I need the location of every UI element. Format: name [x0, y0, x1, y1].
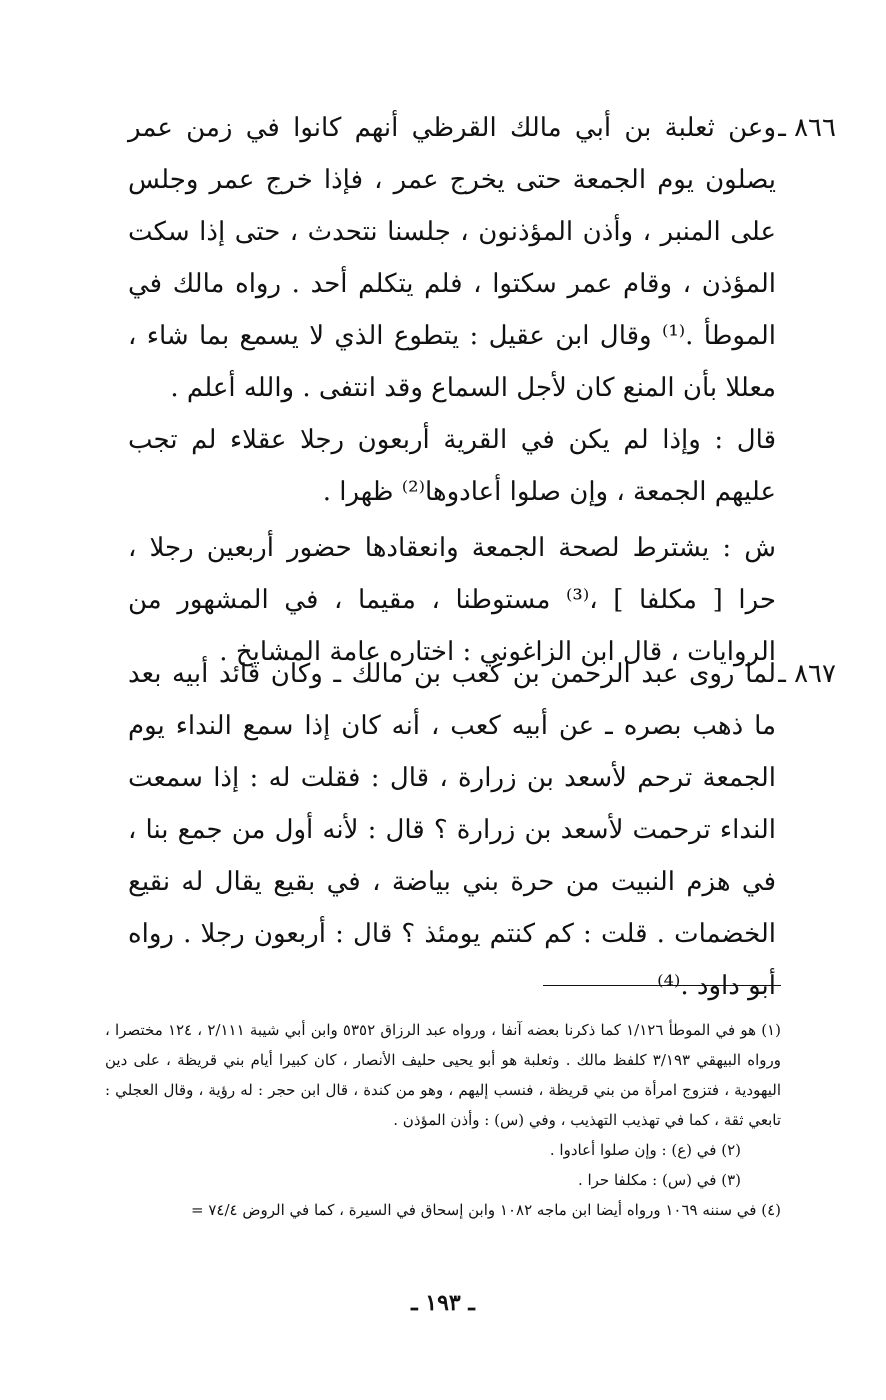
page-number: ـ ١٩٣ ـ — [411, 1290, 475, 1316]
entry-paragraph: وعن ثعلبة بن أبي مالك القرظي أنهم كانوا في زمن عمر يصلون يوم الجمعة حتى يخرج عمر ، فإذا خرج عمر وجلس على المنبر ، وأذن المؤذنون ، جلسنا نتحدث ، حتى إذا سكت المؤذن ، وقام عمر سكتوا ، فلم يتكلم أحد . رواه مالك في الموطأ .⁽¹⁾ وقال ابن عقيل : يتطوع الذي لا يسمع بما شاء ، معللا بأن المنع كان لأجل السماع وقد انتفى . والله أعلم . — [128, 113, 777, 403]
footnote: (٢) في (ع) : وإن صلوا أعادوا . — [549, 1141, 741, 1159]
entry-paragraph: قال : وإذا لم يكن في القرية أربعون رجلا عقلاء لم تجب عليهم الجمعة ، وإن صلوا أعادوها⁽²⁾ ظهرا . — [128, 425, 776, 507]
footnote: (٣) في (س) : مكلفا حرا . — [577, 1171, 741, 1189]
entry-867 — [128, 648, 836, 1012]
entry-paragraph: لما روى عبد الرحمن بن كعب بن مالك ـ وكان قائد أبيه بعد ما ذهب بصره ـ عن أبيه كعب ، أنه كان إذا سمع النداء يوم الجمعة ترحم لأسعد بن زرارة ، قال : فقلت له : إذا سمعت النداء ترحمت لأسعد بن زرارة ؟ قال : لأنه أول من جمع بنا ، في هزم النبيت من حرة بني بياضة ، في بقيع يقال له نقيع الخضمات . قلت : كم كنتم يومئذ ؟ قال : أربعون رجلا . رواه أبو داود .⁽⁴⁾ — [128, 659, 776, 1001]
footnotes — [105, 1015, 781, 1225]
entry-number: ٨٦٧ ـ — [778, 659, 836, 689]
footnote: (١) هو في الموطأ ١/١٢٦ كما ذكرنا بعضه آنفا ، ورواه عبد الرزاق ٥٣٥٢ وابن أبي شيبة ٢/١١١ ، ١٢٤ مختصرا ، ورواه البيهقي ٣/١٩٣ كلفظ مالك . وثعلبة هو أبو يحيى حليف الأنصار ، كان كبيرا أيام بني قريظة ، على دين اليهودية ، فتزوج امرأة من بني قريظة ، فنسب إليهم ، وهو من كندة ، قال ابن حجر : له رؤية ، وقال العجلي : تابعي ثقة ، كما في تهذيب التهذيب ، وفي (س) : وأذن المؤذن . — [105, 1021, 781, 1129]
entry-paragraph: ش : يشترط لصحة الجمعة وانعقادها حضور أربعين رجلا ، حرا [ مكلفا ] ،⁽³⁾ مستوطنا ، مقيما ، في المشهور من الروايات ، قال ابن الزاغوني : اختاره عامة المشايخ . — [128, 533, 776, 667]
footnote: (٤) في سننه ١٠٦٩ ورواه أيضا ابن ماجه ١٠٨٢ وابن إسحاق في السيرة ، كما في الروض ٧٤/٤ = — [191, 1201, 781, 1219]
footnote-divider — [543, 985, 781, 986]
entry-number: ٨٦٦ ـ — [778, 113, 836, 143]
